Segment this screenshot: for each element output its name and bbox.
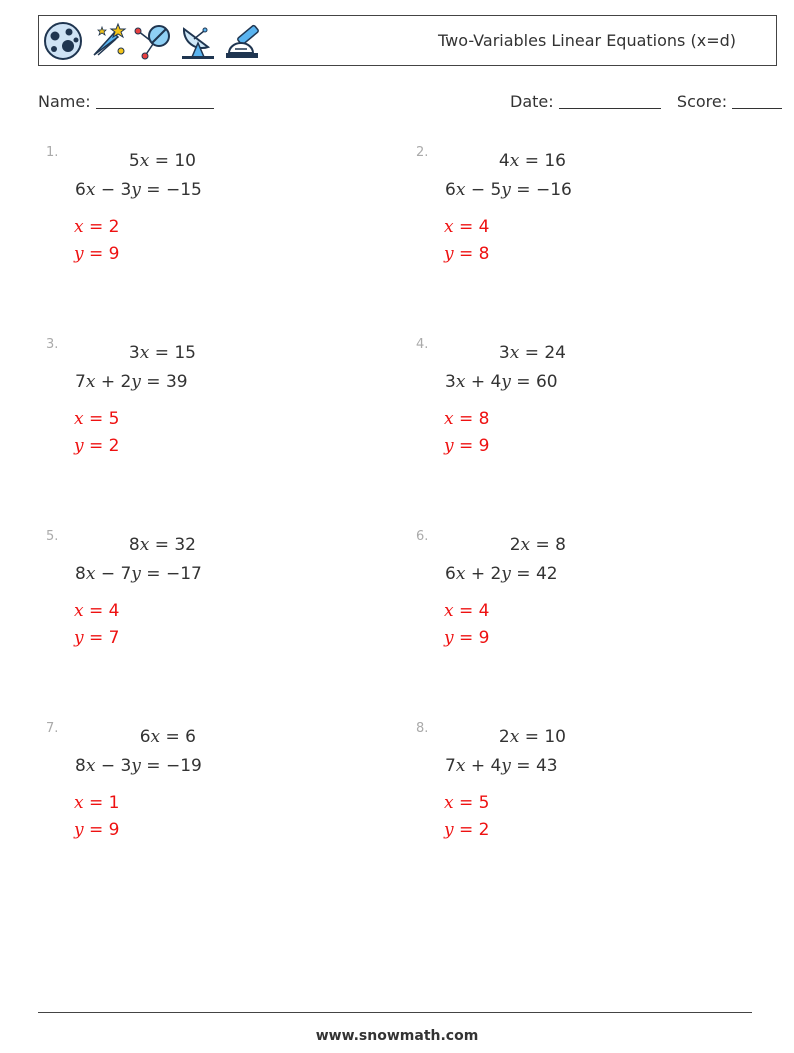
answer-x: x = 4 <box>444 217 490 237</box>
equation-2: 7x + 2y = 39 <box>75 372 188 392</box>
answer-x: x = 5 <box>74 409 120 429</box>
answer-x: x = 4 <box>444 601 490 621</box>
answer-x: x = 5 <box>444 793 490 813</box>
header-icons <box>43 20 263 62</box>
date-label: Date: <box>510 92 554 111</box>
answer-x: x = 8 <box>444 409 490 429</box>
score-blank[interactable] <box>732 92 782 109</box>
equation-2: 7x + 4y = 43 <box>445 756 558 776</box>
answer-y: y = 7 <box>74 628 120 648</box>
comet-icon <box>88 21 128 61</box>
answer-y: y = 9 <box>444 436 490 456</box>
equation-2: 6x − 3y = −15 <box>75 180 202 200</box>
problem-8 <box>416 721 716 901</box>
equation-1: 2x = 8 <box>509 535 566 555</box>
equation-1: 5x = 10 <box>128 151 196 171</box>
problem-3 <box>46 337 346 517</box>
worksheet-header <box>38 15 777 66</box>
equation-1: 3x = 24 <box>498 343 566 363</box>
problem-6 <box>416 529 716 709</box>
equation-2: 6x − 5y = −16 <box>445 180 572 200</box>
worksheet-title: Two-Variables Linear Equations (x=d) <box>438 31 736 50</box>
answer-y: y = 9 <box>74 820 120 840</box>
answer-x: x = 4 <box>74 601 120 621</box>
equation-1: 8x = 32 <box>128 535 196 555</box>
equation-2: 3x + 4y = 60 <box>445 372 558 392</box>
equation-1: 4x = 16 <box>498 151 566 171</box>
answer-y: y = 9 <box>444 628 490 648</box>
date-blank[interactable] <box>559 92 661 109</box>
equation-2: 8x − 7y = −17 <box>75 564 202 584</box>
equation-2: 6x + 2y = 42 <box>445 564 558 584</box>
score-label: Score: <box>676 92 728 111</box>
equation-1: 6x = 6 <box>139 727 196 747</box>
problem-2 <box>416 145 716 325</box>
equation-1: 3x = 15 <box>128 343 196 363</box>
date-score-fields <box>510 92 782 111</box>
problem-5 <box>46 529 346 709</box>
answer-y: y = 2 <box>74 436 120 456</box>
problem-1 <box>46 145 346 325</box>
telescope-icon <box>223 21 263 61</box>
footer-url: www.snowmath.com <box>315 1028 479 1044</box>
problem-4 <box>416 337 716 517</box>
equation-1: 2x = 10 <box>498 727 566 747</box>
name-blank[interactable] <box>96 92 214 109</box>
answer-y: y = 8 <box>444 244 490 264</box>
problem-number: 7. <box>46 721 59 736</box>
problem-number: 1. <box>46 145 59 160</box>
problem-7 <box>46 721 346 901</box>
moon-icon <box>43 21 83 61</box>
footer-divider <box>38 1012 752 1013</box>
problem-number: 5. <box>46 529 59 544</box>
problem-number: 8. <box>416 721 429 736</box>
answer-y: y = 9 <box>74 244 120 264</box>
equation-2: 8x − 3y = −19 <box>75 756 202 776</box>
answer-x: x = 1 <box>74 793 120 813</box>
name-label: Name: <box>38 92 91 111</box>
problem-number: 2. <box>416 145 429 160</box>
problem-number: 6. <box>416 529 429 544</box>
answer-x: x = 2 <box>74 217 120 237</box>
answer-y: y = 2 <box>444 820 490 840</box>
problem-number: 4. <box>416 337 429 352</box>
radar-dish-icon <box>178 21 218 61</box>
name-field[interactable] <box>38 92 214 111</box>
satellite-icon <box>133 21 173 61</box>
problem-number: 3. <box>46 337 59 352</box>
